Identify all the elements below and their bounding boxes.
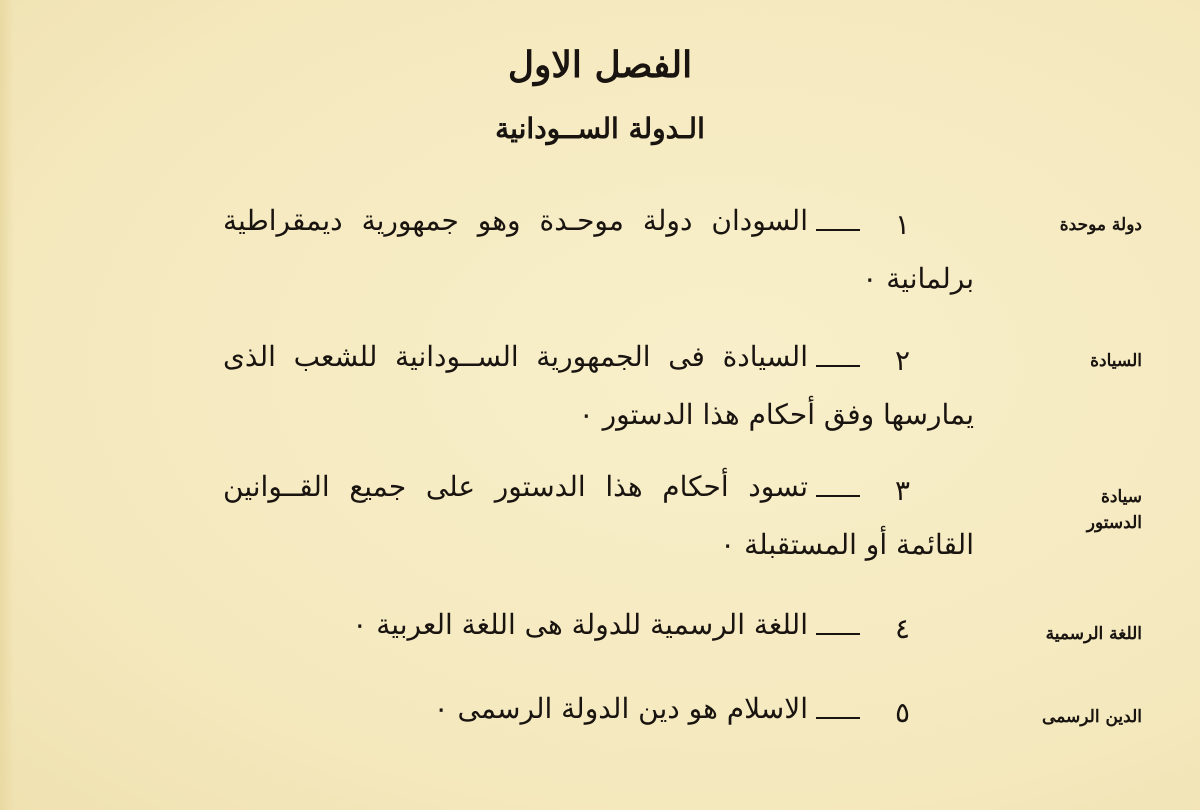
article-5-side-label: الدين الرسمى	[1042, 707, 1142, 727]
article-2-line-2: يمارسها وفق أحكام هذا الدستور ٠	[578, 398, 974, 431]
article-3-side-label: سيادة الدستور	[1086, 487, 1142, 533]
article-2-side-label: السيادة	[1090, 351, 1142, 371]
article-1-line-2: برلمانية ٠	[862, 262, 974, 295]
article-4-number: ٤	[894, 612, 910, 645]
article-5-dash	[816, 717, 860, 719]
article-1-line-1: السودان دولة موحـدة وهو جمهورية ديمقراطية	[223, 204, 808, 237]
article-4-line-1: اللغة الرسمية للدولة هى اللغة العربية ٠	[352, 608, 808, 641]
article-2-number: ٢	[894, 344, 910, 377]
article-3-dash	[816, 495, 860, 497]
article-1-dash	[816, 229, 860, 231]
article-3-number: ٣	[894, 474, 910, 507]
article-5-number: ٥	[894, 696, 910, 729]
article-4-side-label: اللغة الرسمية	[1045, 624, 1142, 644]
article-4-dash	[816, 633, 860, 635]
chapter-subtitle: الـدولة الســودانية	[495, 112, 705, 145]
chapter-title: الفصل الاول	[507, 44, 693, 86]
article-5-line-1: الاسلام هو دين الدولة الرسمى ٠	[433, 692, 808, 725]
article-3-line-2: القائمة أو المستقبلة ٠	[720, 528, 974, 561]
article-2-dash	[816, 365, 860, 367]
article-1-number: ١	[894, 208, 910, 241]
article-3-line-1: تسود أحكام هذا الدستور على جميع القــوانين	[223, 470, 808, 503]
article-1-side-label: دولة موحدة	[1059, 215, 1142, 235]
article-2-line-1: السيادة فى الجمهورية الســودانية للشعب الذى	[223, 340, 808, 373]
